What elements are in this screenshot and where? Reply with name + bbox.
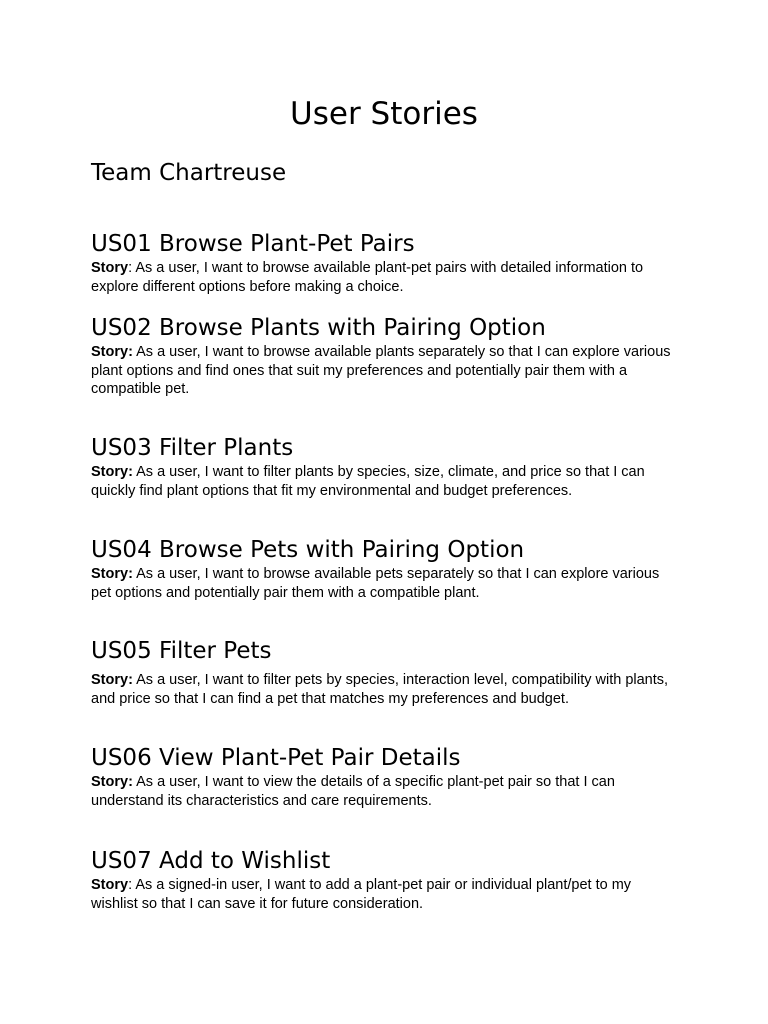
story-separator: : xyxy=(128,877,136,893)
story-body xyxy=(91,773,681,810)
story-heading: US03 Filter Plants xyxy=(91,435,294,461)
story-text: As a user, I want to browse available plants separately so that I can explore various plant options and find ones that suit my preferences and potentially pair them with a compatible pet. xyxy=(91,344,671,397)
user-story-us03 xyxy=(91,433,681,500)
story-body xyxy=(91,259,681,296)
story-body xyxy=(91,463,681,500)
story-text: As a user, I want to filter pets by species, interaction level, compatibility with plants, and price so that I can find a pet that matches my preferences and budget. xyxy=(91,672,669,707)
story-text: As a user, I want to filter plants by species, size, climate, and price so that I can quickly find plant options that fit my environmental and budget preferences. xyxy=(91,464,645,499)
story-label: Story: xyxy=(91,464,133,480)
story-body xyxy=(91,343,681,399)
team-name: Team Chartreuse xyxy=(91,160,287,186)
story-text: As a user, I want to view the details of a specific plant-pet pair so that I can understand its characteristics and care requirements. xyxy=(91,774,615,809)
user-story-us01 xyxy=(91,229,681,296)
story-text: As a signed-in user, I want to add a plant-pet pair or individual plant/pet to my wishlist so that I can save it for future consideration. xyxy=(91,877,632,912)
story-label: Story xyxy=(91,260,129,276)
story-heading: US05 Filter Pets xyxy=(91,638,272,664)
story-body xyxy=(91,671,681,708)
story-label: Story: xyxy=(91,774,133,790)
story-heading: US04 Browse Pets with Pairing Option xyxy=(91,537,525,563)
user-story-us02 xyxy=(91,313,681,399)
story-text: As a user, I want to browse available plant-pet pairs with detailed information to explore different options before making a choice. xyxy=(91,260,644,295)
story-heading: US07 Add to Wishlist xyxy=(91,848,331,874)
user-story-us07 xyxy=(91,846,681,913)
story-body xyxy=(91,565,681,602)
document-title: User Stories xyxy=(290,96,478,132)
story-label: Story: xyxy=(91,566,133,582)
user-story-us04 xyxy=(91,535,681,602)
story-label: Story xyxy=(91,877,129,893)
story-label: Story: xyxy=(91,672,133,688)
story-heading: US06 View Plant-Pet Pair Details xyxy=(91,745,461,771)
story-body xyxy=(91,876,681,913)
story-separator: : xyxy=(128,260,136,276)
story-heading: US01 Browse Plant-Pet Pairs xyxy=(91,231,415,257)
story-text: As a user, I want to browse available pets separately so that I can explore various pet options and potentially pair them with a compatible plant. xyxy=(91,566,660,601)
user-story-us06 xyxy=(91,743,681,810)
user-story-us05 xyxy=(91,636,681,708)
story-label: Story: xyxy=(91,344,133,360)
story-heading: US02 Browse Plants with Pairing Option xyxy=(91,315,546,341)
